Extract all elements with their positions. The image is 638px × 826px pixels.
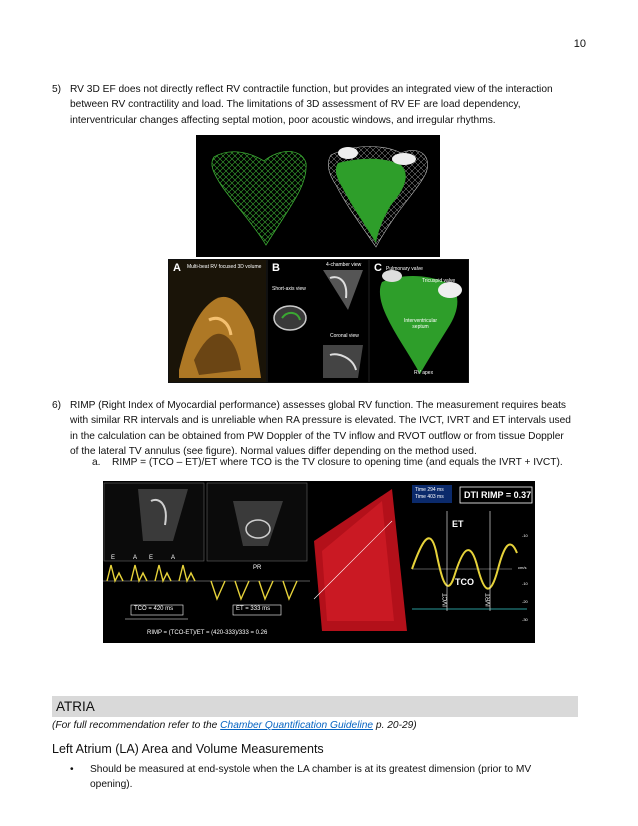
reference-note xyxy=(52,720,417,731)
rv-3d-model-image xyxy=(196,135,440,257)
rimp-doppler-figure xyxy=(103,481,535,643)
label-tco: TCO xyxy=(455,577,474,587)
rimp-formula: RIMP = (TCO-ET)/ET = (420-333)/333 = 0.26 xyxy=(147,630,268,636)
page-number: 10 xyxy=(573,38,586,50)
pw-doppler-panel xyxy=(103,481,310,643)
panel-a-title: Multi-beat RV focused 3D volume xyxy=(187,264,262,270)
label-rv-apex: RV apex xyxy=(414,370,434,376)
scale-tick: -10 xyxy=(522,581,528,586)
panel-b xyxy=(268,260,368,382)
list-text xyxy=(70,398,571,460)
label-coronal: Coronal view xyxy=(330,333,359,339)
label-a: A xyxy=(171,555,176,561)
label-et: ET xyxy=(452,519,464,529)
list-item-6 xyxy=(52,398,612,462)
rv-3d-model-figure xyxy=(196,135,440,257)
time-readout-2: Time 403 ms xyxy=(415,494,444,500)
label-4-chamber: 4-chamber view xyxy=(326,262,362,268)
panel-c xyxy=(370,260,468,382)
label-e: E xyxy=(149,555,154,561)
label-pr: PR xyxy=(253,565,262,571)
text-line: between RV contractility and load. The limitations of 3D assessment of RV EF are load dependency, xyxy=(70,99,521,111)
subheading: Left Atrium (LA) Area and Volume Measurements xyxy=(52,742,324,756)
label-e: E xyxy=(111,555,116,561)
text-line: RIMP (Right Index of Myocardial performance) assesses global RV function. The measurement requires beats xyxy=(70,400,567,411)
text-line: of the lateral TV annulus (see figure). Normal values differ depending on the method used. xyxy=(70,446,477,458)
scale-tick: -20 xyxy=(522,599,528,604)
text-line: with similar RR intervals and is unreliable when RA pressure is elevated. The IVCT, IVRT and ET intervals used xyxy=(70,415,571,427)
ref-suffix: p. 20-29) xyxy=(373,720,417,731)
text-line: interventricular changes affecting septal motion, poor acoustic windows, and irregular rhythms. xyxy=(70,114,496,126)
dti-rimp-value: DTI RIMP = 0.37 xyxy=(464,490,532,500)
dti-panel xyxy=(312,481,535,643)
section-heading-bar xyxy=(52,696,578,717)
tco-measure: TCO = 420 ms xyxy=(134,606,174,612)
text-line: RV 3D EF does not directly reflect RV contractile function, but provides an integrated view of the interaction xyxy=(70,84,553,95)
sub-letter: a. xyxy=(92,457,101,468)
label-ivct: IVCT xyxy=(442,593,449,607)
time-readout-1: Time 294 ms xyxy=(415,487,444,493)
panel-a-image xyxy=(169,260,266,382)
panel-a xyxy=(169,260,266,382)
label-pulmonary-valve: Pulmonary valve xyxy=(386,266,423,272)
label-ivrt: IVRT xyxy=(485,593,492,607)
bullet-text: Should be measured at end-systole when the LA chamber is at its greatest dimension (prior to MV opening). xyxy=(90,764,532,791)
ref-prefix: (For full recommendation refer to the xyxy=(52,720,221,731)
rv-3d-panels-figure xyxy=(168,259,469,383)
label-tricuspid-valve: Tricuspid valve xyxy=(422,278,456,284)
scale-tick: -30 xyxy=(522,617,528,622)
list-number: 6) xyxy=(52,400,62,411)
label-short-axis: Short-axis view xyxy=(272,286,306,292)
section-heading: ATRIA xyxy=(56,699,95,714)
dti-image xyxy=(312,481,535,643)
list-item-5 xyxy=(52,82,592,130)
panel-a-letter: A xyxy=(173,262,181,274)
scale-tick: -10 xyxy=(522,533,528,538)
list-number: 5) xyxy=(52,84,62,95)
pw-doppler-image xyxy=(103,481,310,643)
label-septum: Interventricular septum xyxy=(403,318,438,330)
panel-b-image xyxy=(268,260,368,382)
bullet-dot: • xyxy=(70,764,74,775)
sub-item-a xyxy=(92,455,612,470)
scale-unit: cm/s xyxy=(518,565,527,570)
guideline-link[interactable]: Chamber Quantification Guideline xyxy=(220,720,374,731)
label-a: A xyxy=(133,555,138,561)
list-text xyxy=(70,82,553,128)
panel-c-letter: C xyxy=(374,262,382,274)
sub-text: RIMP = (TCO – ET)/ET where TCO is the TV closure to opening time (and equals the IVRT + IVCT). xyxy=(112,457,563,468)
panel-b-letter: B xyxy=(272,262,280,274)
et-measure: ET = 333 ms xyxy=(236,606,271,612)
text-line: in the calculation can be obtained from PW Doppler of the TV inflow and RVOT outflow or from tissue Doppler xyxy=(70,430,564,442)
